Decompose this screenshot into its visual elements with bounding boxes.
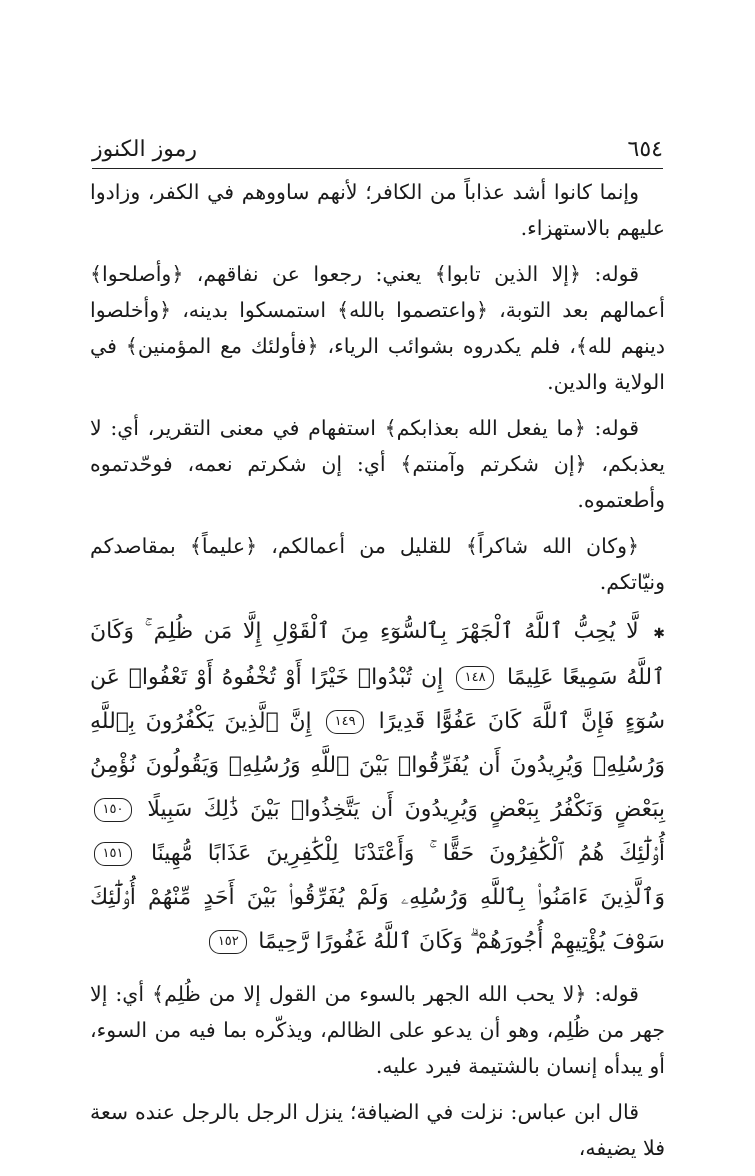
- verse-number-marker: ١٥٠: [94, 798, 132, 822]
- page-header: [92, 137, 663, 163]
- verse-number-marker: ١٥١: [94, 842, 132, 866]
- paragraph: قوله: ﴿إلا الذين تابوا﴾ يعني: رجعوا عن نفاقهم، ﴿وأصلحوا﴾ أعمالهم بعد التوبة، ﴿واعتصموا بالله﴾ استمسكوا بدينه، ﴿وأخلصوا دينهم لله﴾، فلم يكدروه بشوائب الرياء، ﴿فأولئك مع المؤمنين﴾ في الولاية والدين.: [90, 262, 665, 394]
- page-number: ٦٥٤: [627, 137, 663, 162]
- verse-text: إِنَّ ٱلَّذِينَ يَكْفُرُونَ بِٱللَّهِ وَرُسُلِهِۦ وَيُرِيدُونَ أَن يُفَرِّقُوا۟ بَيْنَ ٱللَّهِ وَرُسُلِهِۦ وَيَقُولُونَ نُؤْمِنُ بِبَعْضٍ وَنَكْفُرُ بِبَعْضٍ وَيُرِيدُونَ أَن يَتَّخِذُوا۟ بَيْنَ ذَٰلِكَ سَبِيلًا: [90, 709, 665, 822]
- header-rule: [92, 168, 663, 169]
- verse-text: وَٱلَّذِينَ ءَامَنُوا۟ بِٱللَّهِ وَرُسُلِهِۦ وَلَمْ يُفَرِّقُوا۟ بَيْنَ أَحَدٍ مِّنْهُمْ أُو۟لَٰٓئِكَ سَوْفَ يُؤْتِيهِمْ أُجُورَهُمْ ۗ وَكَانَ ٱللَّهُ غَفُورًا رَّحِيمًا: [90, 885, 665, 954]
- verse-number-marker: ١٤٩: [326, 710, 364, 734]
- paragraph: قوله: ﴿لا يحب الله الجهر بالسوء من القول إلا من ظُلِم﴾ أي: إلا جهر من ظُلِم، وهو أن يدعو على الظالم، ويذكّره بما فيه من السوء، أو يبدأه إنسان بالشتيمة فيرد عليه.: [90, 982, 665, 1078]
- verse-text: إِن تُبْدُوا۟ خَيْرًا أَوْ تُخْفُوهُ أَوْ تَعْفُوا۟ عَن سُوٓءٍ فَإِنَّ ٱللَّهَ كَانَ عَفُوًّا قَدِيرًا: [90, 665, 665, 734]
- paragraph: وإنما كانوا أشد عذاباً من الكافر؛ لأنهم ساووهم في الكفر، وزادوا عليهم بالاستهزاء.: [90, 180, 665, 240]
- verse-text: أُو۟لَٰٓئِكَ هُمُ ٱلْكَٰفِرُونَ حَقًّا ۚ وَأَعْتَدْنَا لِلْكَٰفِرِينَ عَذَابًا مُّهِينًا: [150, 841, 665, 866]
- paragraph: ﴿وكان الله شاكراً﴾ للقليل من أعمالكم، ﴿عليماً﴾ بمقاصدكم ونيّاتكم.: [90, 534, 665, 594]
- paragraph: قال ابن عباس: نزلت في الضيافة؛ ينزل الرجل بالرجل عنده سعة فلا يضيفه،: [90, 1100, 665, 1160]
- verse-number-marker: ١٤٨: [456, 666, 494, 690]
- page-body: [90, 174, 665, 1176]
- quran-verse-block: [90, 610, 665, 964]
- book-title: رموز الكنوز: [92, 137, 197, 162]
- section-star-icon: ✱: [653, 626, 665, 642]
- verse-text: لَّا يُحِبُّ ٱللَّهُ ٱلْجَهْرَ بِٱلسُّوٓءِ مِنَ ٱلْقَوْلِ إِلَّا مَن ظُلِمَ ۚ وَكَانَ ٱللَّهُ سَمِيعًا عَلِيمًا: [90, 619, 666, 690]
- verse-number-marker: ١٥٢: [209, 930, 247, 954]
- paragraph: قوله: ﴿ما يفعل الله بعذابكم﴾ استفهام في معنى التقرير، أي: لا يعذبكم، ﴿إن شكرتم وآمنتم﴾ أي: إن شكرتم نعمه، فوحّدتموه وأطعتموه.: [90, 416, 665, 512]
